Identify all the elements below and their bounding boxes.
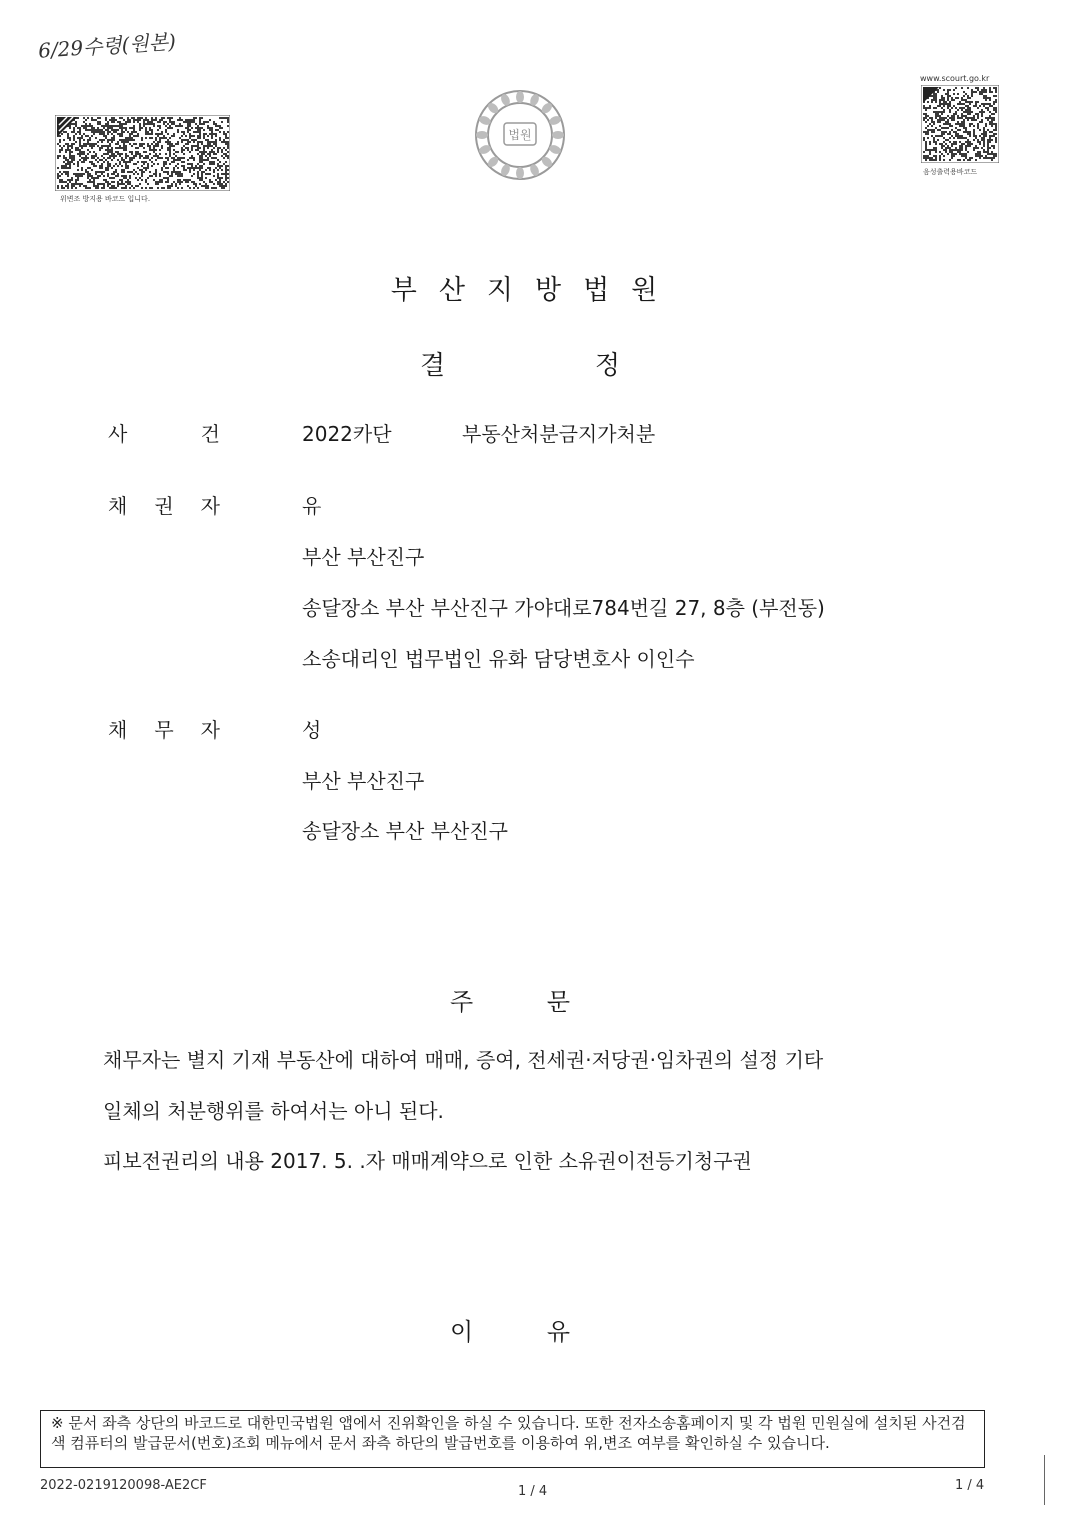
label-char: 채 — [108, 494, 128, 518]
debtor-address: 부산 부산진구 — [302, 769, 425, 793]
heading-char: 이 — [450, 1318, 474, 1346]
document-type-char: 결 — [420, 351, 446, 381]
issue-number: 2022-0219120098-AE2CF — [40, 1478, 207, 1493]
protected-right-line: 피보전권리의 내용 2017. 5. .자 매매계약으로 인한 소유권이전등기청구권 — [103, 1149, 752, 1173]
label-char: 사 — [108, 422, 128, 446]
qr-caption: 음성출력용바코드 — [923, 168, 978, 176]
site-url: www.scourt.go.kr — [920, 74, 990, 83]
case-title: 부동산처분금지가처분 — [462, 422, 656, 446]
court-name: 부산지방법원 — [390, 275, 680, 306]
page-number-right: 1 / 4 — [955, 1478, 985, 1493]
label-char: 채 — [108, 718, 128, 742]
creditor-label — [108, 490, 220, 519]
order-heading — [450, 982, 570, 1017]
label-char: 건 — [200, 422, 220, 446]
label-char: 무 — [154, 718, 174, 742]
heading-char: 주 — [450, 988, 474, 1016]
heading-char: 유 — [546, 1318, 570, 1346]
page-number-center: 1 / 4 — [518, 1484, 548, 1499]
heading-char: 문 — [546, 988, 570, 1016]
label-char: 자 — [200, 718, 220, 742]
creditor-name: 유 — [302, 494, 322, 518]
page-edge-line — [1044, 1455, 1045, 1505]
case-label — [108, 418, 220, 447]
creditor-service-address: 송달장소 부산 부산진구 가야대로784번길 27, 8층 (부전동) — [302, 596, 825, 620]
debtor-service-address: 송달장소 부산 부산진구 — [302, 819, 508, 843]
handwritten-received-note: 6/29수령(원본) — [37, 29, 177, 63]
verification-notice: ※ 문서 좌측 상단의 바코드로 대한민국법원 앱에서 진위확인을 하실 수 있습니다. 또한 전자소송홈페이지 및 각 법원 민원실에 설치된 사건검색 컴퓨터의 발급문서(번호)조회 메뉴에서 문서 좌측 하단의 발급번호를 이용하여 위,변조 여부를 확인하실 수 있습니다. — [40, 1410, 985, 1468]
order-line: 일체의 처분행위를 하여서는 아니 된다. — [103, 1099, 444, 1123]
debtor-name: 성 — [302, 718, 322, 742]
document-type — [420, 345, 620, 382]
order-line: 채무자는 별지 기재 부동산에 대하여 매매, 증여, 전세권·저당권·임차권의 설정 기타 — [103, 1048, 824, 1072]
reason-heading — [450, 1312, 570, 1347]
debtor-label — [108, 714, 220, 743]
document-type-char: 정 — [594, 351, 620, 381]
court-seal-icon — [470, 85, 570, 185]
label-char: 자 — [200, 494, 220, 518]
creditor-address: 부산 부산진구 — [302, 545, 425, 569]
barcode-left-caption: 위변조 방지용 바코드 입니다. — [60, 195, 151, 203]
case-number: 2022카단 — [302, 422, 392, 446]
voice-output-qr-code-icon — [921, 85, 999, 163]
creditor-attorney: 소송대리인 법무법인 유화 담당변호사 이인수 — [302, 647, 695, 671]
anti-forgery-barcode-icon — [55, 115, 230, 191]
label-char: 권 — [154, 494, 174, 518]
seal-text: 법원 — [508, 128, 532, 142]
